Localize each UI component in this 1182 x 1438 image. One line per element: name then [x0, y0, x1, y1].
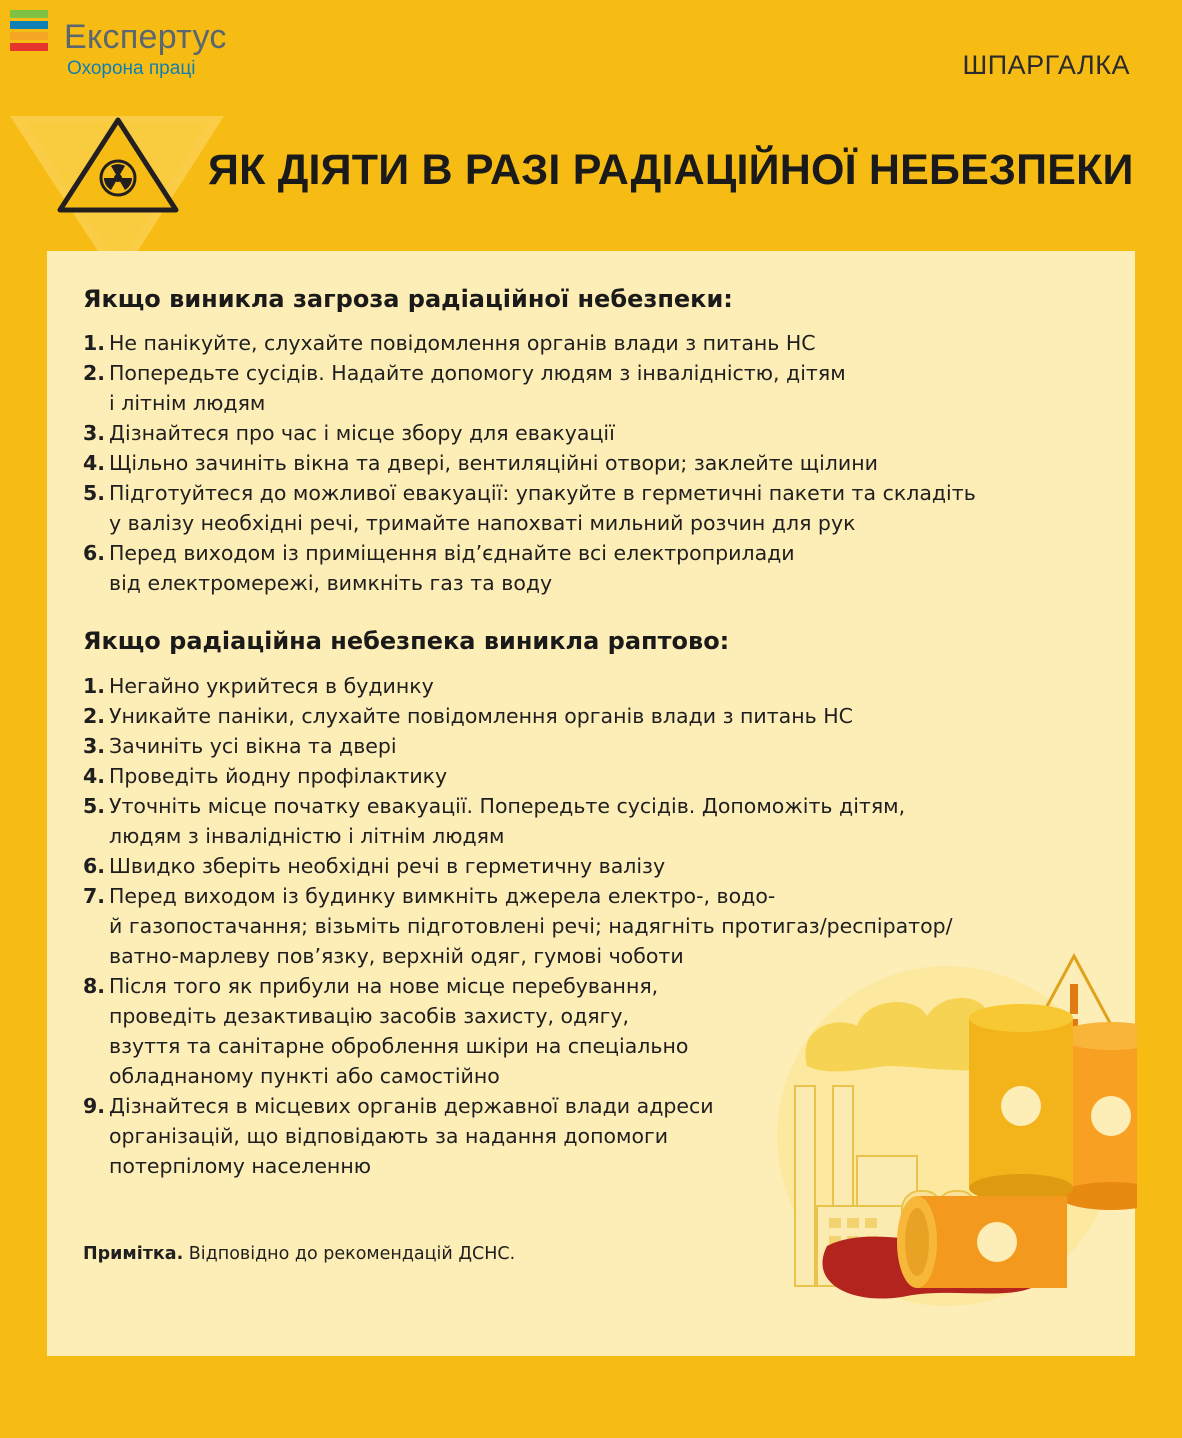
list-item: 3. Зачиніть усі вікна та двері [83, 734, 397, 758]
list-item: 4. Щільно зачиніть вікна та двері, вентиляційні отвори; заклейте щілини [83, 451, 878, 475]
list-item: 1. Не панікуйте, слухайте повідомлення органів влади з питань НС [83, 331, 816, 355]
list-item: 1. Негайно укрийтеся в будинку [83, 674, 434, 698]
list-item: 7. Перед виходом із будинку вимкніть джерела електро-, водо- й газопостачання; візьміть підготовлені речі; надягніть протигаз/респіратор/ ватно-марлеву пов’язку, верхній одяг, гумові чоботи [83, 884, 953, 968]
footnote-label: Примітка. [83, 1244, 184, 1264]
list-item: 2. Уникайте паніки, слухайте повідомлення органів влади з питань НС [83, 704, 853, 728]
footnote [83, 1244, 515, 1264]
list-item: 8. Після того як прибули на нове місце перебування, проведіть дезактивацію засобів захисту, одягу, взуття та санітарне оброблення шкіри на спеціально обладнаному пункті або самостійно [83, 974, 689, 1088]
list-item: 3. Дізнайтеся про час і місце збору для евакуації [83, 421, 615, 445]
brand-name: Експертус [64, 18, 227, 56]
section-threat-title: Якщо виникла загроза радіаційної небезпеки: [83, 285, 733, 313]
section-sudden-list [83, 671, 953, 1181]
list-item: 9. Дізнайтеся в місцевих органів державної влади адреси організацій, що відповідають за надання допомоги потерпілому населенню [83, 1094, 714, 1178]
section-threat-list [83, 328, 976, 598]
list-item: 5. Підготуйтеся до можливої евакуації: упакуйте в герметичні пакети та складіть у валізу необхідні речі, тримайте напохваті мильний розчин для рук [83, 481, 976, 535]
list-item: 4. Проведіть йодну профілактику [83, 764, 448, 788]
brand-subtitle: Охорона праці [67, 58, 196, 79]
logo-stripes-icon [10, 10, 48, 54]
list-item: 5. Уточніть місце початку евакуації. Попередьте сусідів. Допоможіть дітям, людям з інвалідністю і літнім людям [83, 794, 906, 848]
page-title: ЯК ДІЯТИ В РАЗІ РАДІАЦІЙНОЇ НЕБЕЗПЕКИ [208, 146, 1134, 194]
section-sudden-title: Якщо радіаційна небезпека виникла раптово: [83, 627, 730, 655]
cheatsheet-tag: ШПАРГАЛКА [962, 50, 1130, 80]
list-item: 2. Попередьте сусідів. Надайте допомогу людям з інвалідністю, дітям і літнім людям [83, 361, 846, 415]
content-card [47, 251, 1135, 1356]
list-item: 6. Перед виходом із приміщення від’єднайте всі електроприлади від електромережі, вимкніть газ та воду [83, 541, 795, 595]
list-item: 6. Швидко зберіть необхідні речі в герметичну валізу [83, 854, 666, 878]
footnote-text: Відповідно до рекомендацій ДСНС. [183, 1244, 516, 1264]
